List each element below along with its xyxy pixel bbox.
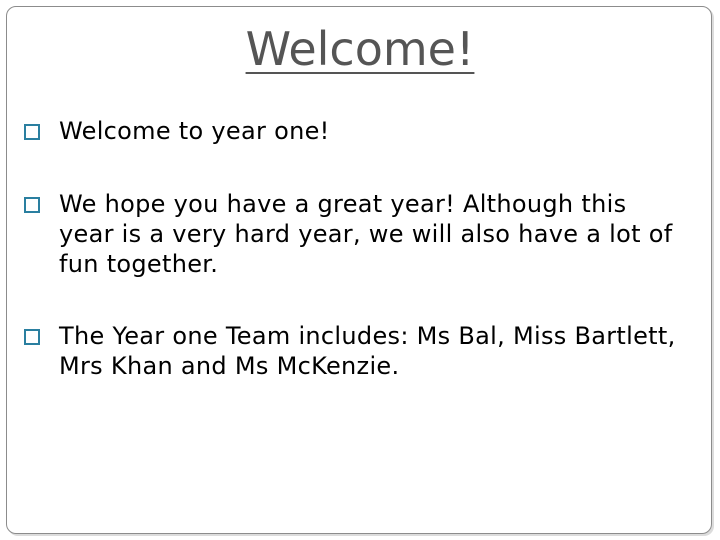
bullet-list	[24, 116, 684, 381]
bullet-text: We hope you have a great year! Although this year is a very hard year, we will also have a lot of fun together.	[59, 190, 673, 278]
square-bullet-icon	[24, 197, 40, 213]
slide-title	[0, 22, 720, 76]
square-bullet-icon	[24, 124, 40, 140]
bullet-text: Welcome to year one!	[59, 117, 330, 145]
square-bullet-icon	[24, 329, 40, 345]
bullet-item	[24, 189, 684, 279]
bullet-text: The Year one Team includes: Ms Bal, Miss Bartlett, Mrs Khan and Ms McKenzie.	[59, 322, 676, 380]
bullet-item	[24, 321, 684, 381]
slide-title-text: Welcome!	[245, 22, 475, 76]
bullet-item	[24, 116, 684, 146]
